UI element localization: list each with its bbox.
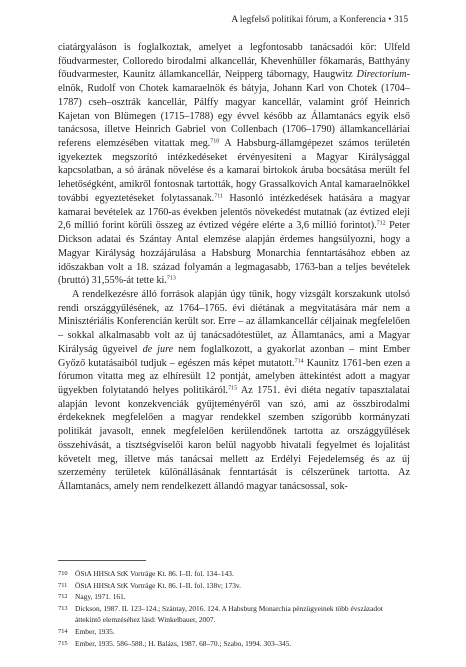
paragraph: [58, 41, 410, 288]
footnotes: [58, 568, 410, 649]
footnote-text: ÖStA HHStA StK Vorträge Kt. 86. I–II. fol. 134–143.: [75, 569, 234, 578]
text-run: Peter Dickson adatai és Szántay Antal elemzése alapján érdemes hangsúlyozni, hogy a Magyar Királyság hozzájárulása a Habsburg Monarchia fenntartásához ebben az időszakban volt a 18. század folyamán a legmagasabb, 1763-ban a teljes bevételek (bruttó) 31,55%-át tette ki.: [58, 220, 410, 287]
header-separator: •: [388, 15, 392, 25]
running-header: [231, 14, 408, 26]
body-text: [58, 41, 410, 494]
text-run: Az 1751. évi diéta negatív tapasztalatai alapján levont konzekvenciák gyűjteményéről van szó, ami az összbirodalmi érdekeknek megfelelően a magyar rendekkel szemben szigorúbb kormányzati politikát javasolt, ennek megfelelően kerülendőnek tartotta az országgyűlések összehívását, a tisztségviselői karon belül nagyobb hivatali fegyelmet és lojalitást követelt meg, illetve más tanácsai mellett az Erdélyi Fejedelemség és az új szerzemény területek különállásának fenntartását is célszerűnek tartotta. Az Államtanács, amely nem rendelkezett állandó magyar tanácsossal, sok-: [58, 384, 410, 492]
running-title: A legfelső politikai fórum, a Konferencia: [231, 15, 386, 25]
text-run: nem foglalkozott, a gyakorlat azonban – mint Ember Győző kutatásaiból tudjuk – egészen más képet mutatott.: [58, 343, 410, 369]
text-run: -elnök, Rudolf von Chotek kamaraelnök és bátyja, Johann Karl von Chotek (1704–1787) cseh–osztrák kancellár, Pálffy magyar kancellár, valamint gróf Heinrich Kajetan von Blümegen (1715–1788) egy évvel később az Államtanács egyik első tanácsosa, illetve Heinrich Gabriel von Collenbach (1706–1790) államkancelláriai referens elemzésében vitattak meg.: [58, 69, 410, 150]
footnote: [58, 591, 410, 603]
footnote-ref: 713: [166, 275, 176, 282]
footnote: [58, 626, 410, 638]
footnote-ref: 715: [228, 385, 238, 392]
italic-term: de jure: [142, 343, 174, 355]
text-run: Kaunitz 1761-ben ezen a fórumon vitatta meg az elhíresült 12 pontját, amelyben áttekintést adott a magyar ügyekben folytatandó helyes politikáról.: [58, 357, 410, 396]
footnote-number: 713: [58, 604, 68, 612]
footnote-ref: 712: [376, 220, 386, 227]
footnote-text: Ember, 1935.: [75, 626, 115, 636]
footnote-divider: [58, 560, 146, 561]
footnote-text: Nagy, 1971. 161.: [75, 592, 126, 602]
footnote-number: 714: [58, 627, 68, 635]
footnote-text: Dickson, 1987. II. 123–124.; Szántay, 2016. 124. A Habsburg Monarchia pénzügyeinek több évszázadot áttekintő elemzéséhez lásd: Winkelbauer, 2007.: [75, 603, 383, 625]
footnote-ref: 711: [214, 193, 223, 200]
paragraph: [58, 288, 410, 494]
footnote-ref: 710: [210, 138, 220, 145]
italic-term: Directorium: [356, 69, 407, 81]
text-run: A rendelkezésre álló források alapján úgy tűnik, hogy vizsgált korszakunk utolsó rendi országgyűlésének, az 1764–1765. évi diétának a megvitatására már nem a Minisztériális Konferencián került sor. Erre – az államkancellár céljainak megfelelően – sokkal alkalmasabb volt az új tanácsadótestület, az Államtanács, ami a Magyar Királyság ügyeivel: [58, 288, 410, 355]
text-run: ciatárgyaláson is foglalkoztak, amelyet a legfontosabb tanácsadói kör: Ulfeld főudvarmester, Colloredo birodalmi alkancellár, Khevenhüller főkamarás, Batthyány főudvarmester, Kaunitz államkancellár, Neipperg tábornagy, Haugwitz: [58, 42, 410, 81]
footnote-number: 712: [58, 593, 68, 601]
text-run: Hasonló intézkedések hatására a magyar kamarai bevételek az 1760-as években jelentős növekedést mutatnak (az évtized eleji 2,6 millió forint körüli összeg az évtized végére elérte a 3,6 millió forintot).: [58, 192, 410, 232]
text-run: A Habsburg-államgépezet számos területén igyekeztek megszorító intézkedéseket érvényesíteni a Magyar Királysággal kapcsolatban, a só árának növelése és a kamarai birtokok áruba bocsátása merült fel lehetőségként, amikről fontosnak tartották, hogy Grassalkovich Antal kamaraelnökkel további egyeztetéseket folytassanak.: [58, 138, 410, 204]
footnote-number: 715: [58, 639, 68, 647]
footnote: [58, 568, 410, 580]
footnote-ref: 714: [294, 358, 304, 365]
footnote-number: 710: [58, 570, 68, 577]
footnote-text: Ember, 1935. 586–588.; H. Balázs, 1987. 68–70.; Szabo, 1994. 303–345.: [75, 638, 292, 648]
footnote: [58, 638, 410, 650]
page-number: 315: [393, 15, 408, 25]
footnote: [58, 603, 410, 626]
footnote-number: 711: [58, 581, 68, 589]
footnote: [58, 580, 410, 592]
footnote-text: ÖStA HHStA StK Vorträge Kt. 86. I–II. fol. 138v; 173v.: [75, 580, 241, 590]
